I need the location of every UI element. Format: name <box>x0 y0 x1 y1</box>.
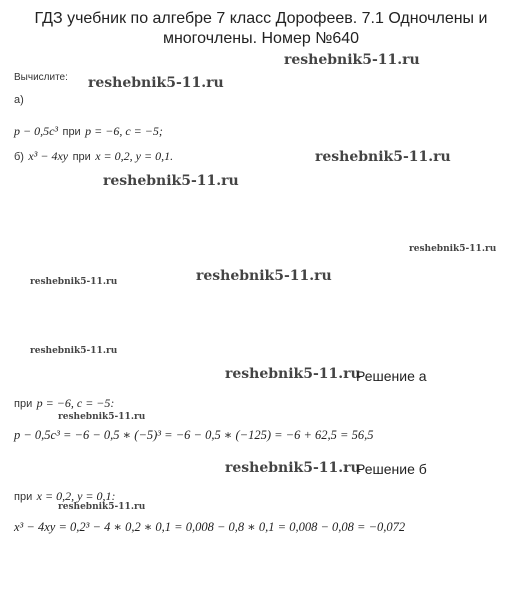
watermark: reshebnik5-11.ru <box>315 149 451 165</box>
watermark: reshebnik5-11.ru <box>88 75 224 91</box>
solution-b-heading: Решение б <box>356 461 427 477</box>
watermark: reshebnik5-11.ru <box>409 244 497 254</box>
task-a-values: p = −6, c = −5; <box>85 124 163 138</box>
solution-a-values: p = −6, c = −5: <box>36 396 115 410</box>
solution-b-at: при <box>14 491 33 503</box>
solution-a-heading: Решение а <box>356 368 427 384</box>
watermark: reshebnik5-11.ru <box>58 502 146 512</box>
task-label-b: б) <box>14 151 24 163</box>
task-b-values: x = 0,2, y = 0,1. <box>95 149 174 163</box>
watermark: reshebnik5-11.ru <box>196 268 332 284</box>
task-b-line <box>14 147 173 165</box>
solution-b-condition <box>14 487 116 505</box>
solution-a-calculation: p − 0,5c³ = −6 − 0,5 ∗ (−5)³ = −6 − 0,5 ∗ (−125) = −6 + 62,5 = 56,5 <box>14 428 374 442</box>
task-intro: Вычислите: <box>14 72 68 83</box>
task-label-a: а) <box>14 94 24 106</box>
watermark: reshebnik5-11.ru <box>58 412 146 422</box>
solution-a-condition <box>14 394 114 412</box>
page-title-line-1: ГДЗ учебник по алгебре 7 класс Дорофеев. 7.1 Одночлены и <box>34 10 488 27</box>
task-b-expression: x³ − 4xy <box>28 149 69 163</box>
solution-a-at: при <box>14 398 33 410</box>
watermark: reshebnik5-11.ru <box>103 173 239 189</box>
watermark: reshebnik5-11.ru <box>30 277 118 287</box>
task-b-at: при <box>72 151 91 163</box>
watermark: reshebnik5-11.ru <box>284 52 420 68</box>
watermark: reshebnik5-11.ru <box>225 366 361 382</box>
task-a-line <box>14 122 163 140</box>
solution-b-calculation: x³ − 4xy = 0,2³ − 4 ∗ 0,2 ∗ 0,1 = 0,008 − 0,8 ∗ 0,1 = 0,008 − 0,08 = −0,072 <box>14 520 406 534</box>
task-a-expression: p − 0,5c³ <box>14 124 59 138</box>
watermark: reshebnik5-11.ru <box>225 460 361 476</box>
watermark: reshebnik5-11.ru <box>30 346 118 356</box>
solution-b-values: x = 0,2, y = 0,1: <box>36 489 116 503</box>
page-title <box>0 9 522 49</box>
page-title-line-2: многочлены. Номер №640 <box>162 30 360 47</box>
task-a-at: при <box>62 126 81 138</box>
